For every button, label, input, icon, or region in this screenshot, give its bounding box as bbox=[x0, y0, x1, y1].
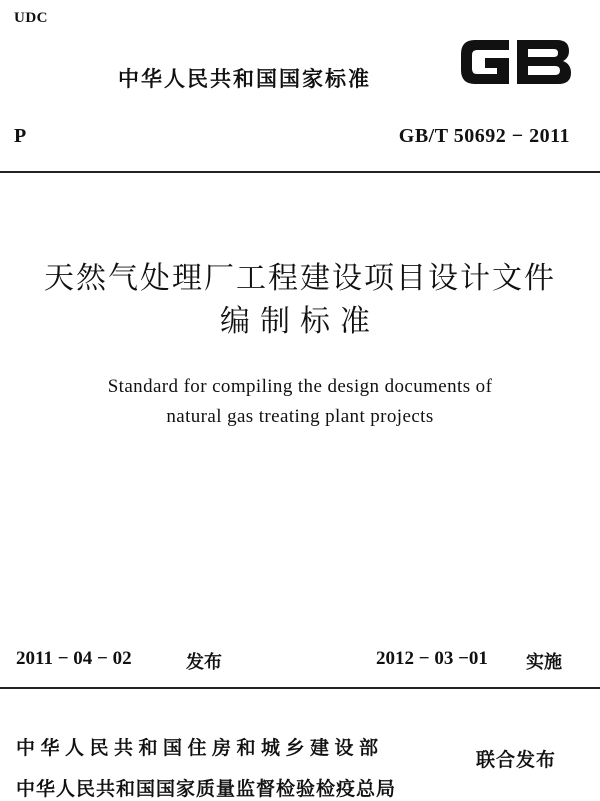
standard-number: GB/T 50692 − 2011 bbox=[398, 125, 570, 147]
title-chinese-line1: 天然气处理厂工程建设项目设计文件 bbox=[44, 261, 556, 296]
gb-logo bbox=[457, 34, 575, 90]
gb-logo-letter-b bbox=[517, 40, 571, 84]
gb-logo-letter-g bbox=[461, 40, 509, 84]
issuer-aqsiq: 中华人民共和国国家质量监督检验检疫总局 bbox=[16, 778, 397, 800]
issue-date: 2011 − 04 − 02 bbox=[16, 648, 132, 669]
national-standard-heading: 中华人民共和国国家标准 bbox=[118, 67, 371, 91]
title-english-line2: natural gas treating plant projects bbox=[166, 406, 434, 427]
category-code: P bbox=[14, 125, 27, 147]
implementation-label: 实施 bbox=[526, 652, 562, 673]
top-divider bbox=[0, 171, 600, 173]
bottom-divider bbox=[0, 687, 600, 689]
implementation-date: 2012 − 03 −01 bbox=[376, 648, 488, 669]
issue-label: 发布 bbox=[186, 652, 222, 673]
title-english-line1: Standard for compiling the design documents of bbox=[107, 376, 493, 397]
title-chinese-line2: 编制标准 bbox=[220, 304, 380, 339]
joint-issue-label: 联合发布 bbox=[476, 749, 557, 771]
udc-label: UDC bbox=[14, 10, 48, 26]
issuer-ministry: 中华人民共和国住房和城乡建设部 bbox=[16, 737, 384, 759]
